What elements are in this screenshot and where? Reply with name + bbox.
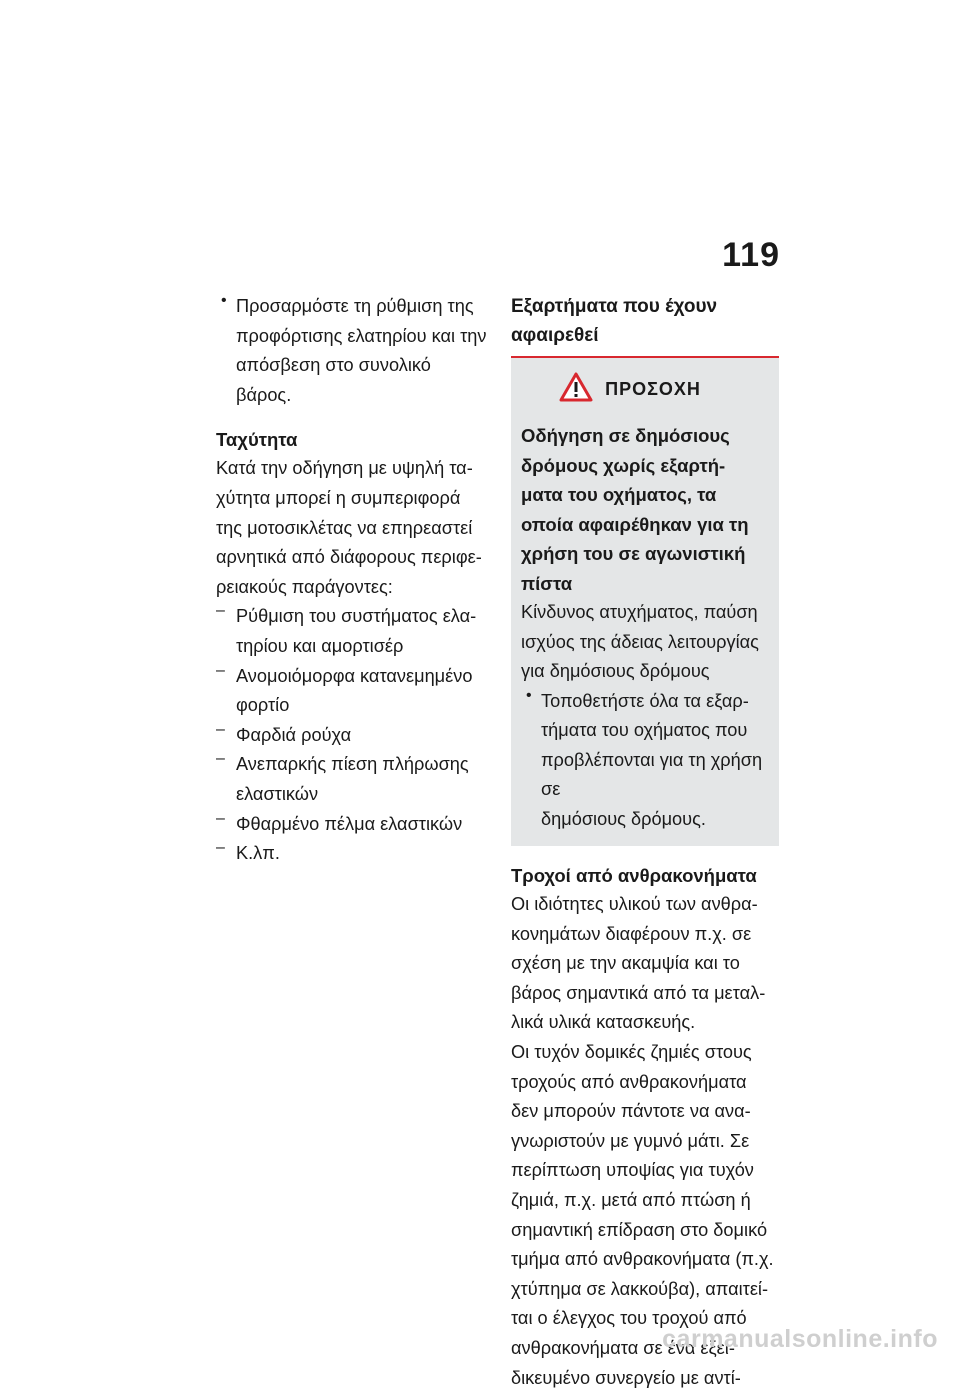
factor-item xyxy=(216,721,491,751)
warning-heading-line: ματα του οχήματος, τα xyxy=(521,480,769,510)
wheels-para2-line: ανθρακονήματα σε ένα εξει- xyxy=(511,1334,779,1364)
section-title: αφαιρεθεί xyxy=(511,321,779,350)
warning-heading-line: Οδήγηση σε δημόσιους xyxy=(521,421,769,451)
warning-action-line: δημόσιους δρόμους. xyxy=(541,805,769,835)
wheels-para2-line: χτύπημα σε λακκούβα), απαιτεί- xyxy=(511,1275,779,1305)
section-title: Εξαρτήματα που έχουν xyxy=(511,292,779,321)
speed-line: ρειακούς παράγοντες: xyxy=(216,573,491,603)
dash-mark: – xyxy=(216,662,225,680)
wheels-para2-line: ται ο έλεγχος του τροχού από xyxy=(511,1304,779,1334)
warning-heading-line: δρόμους χωρίς εξαρτή- xyxy=(521,451,769,481)
dash-mark: – xyxy=(216,721,225,739)
dash-mark: – xyxy=(216,810,225,828)
page-number: 119 xyxy=(700,236,780,275)
dash-mark: – xyxy=(216,839,225,857)
bullet-line: προφόρτισης ελατηρίου και την xyxy=(236,322,491,352)
speed-line: αρνητικά από διάφορους περιφε- xyxy=(216,543,491,573)
warning-action-line: τήματα του οχήματος που xyxy=(541,716,769,746)
wheels-para2-line: γνωριστούν με γυμνό μάτι. Σε xyxy=(511,1127,779,1157)
adjust-suspension-bullet xyxy=(216,292,491,410)
bullet-line: απόσβεση στο συνολικό βάρος. xyxy=(236,351,491,410)
left-column xyxy=(216,292,491,869)
warning-risk-line: ισχύος της άδειας λειτουργίας xyxy=(521,628,769,658)
warning-heading-line: πίστα xyxy=(521,569,769,599)
warning-risk-line: Κίνδυνος ατυχήματος, παύση xyxy=(521,598,769,628)
wheels-para2-line: περίπτωση υποψίας για τυχόν xyxy=(511,1156,779,1186)
wheels-para1-line: λικά υλικά κατασκευής. xyxy=(511,1008,779,1038)
wheels-para2-line: ζημιά, π.χ. μετά από πτώση ή xyxy=(511,1186,779,1216)
factor-item xyxy=(216,750,491,809)
warning-action-line: προβλέπονται για τη χρήση σε xyxy=(541,746,769,805)
warning-action-bullet xyxy=(521,687,769,835)
dash-mark: – xyxy=(216,602,225,620)
wheels-para2-line: σημαντική επίδραση στο δομικό xyxy=(511,1216,779,1246)
bullet-mark: • xyxy=(526,687,532,705)
speed-heading: Ταχύτητα xyxy=(216,426,491,454)
bullet-line: Προσαρμόστε τη ρύθμιση της xyxy=(236,292,491,322)
wheels-para1-line: κονημάτων διαφέρουν π.χ. σε xyxy=(511,920,779,950)
factor-item xyxy=(216,810,491,840)
factor-line: ελαστικών xyxy=(236,780,491,810)
factor-item xyxy=(216,602,491,661)
warning-triangle-icon xyxy=(559,372,593,407)
wheels-para2-line: Οι τυχόν δομικές ζημιές στους xyxy=(511,1038,779,1068)
factor-line: Ανομοιόμορφα κατανεμημένο xyxy=(236,662,491,692)
warning-header xyxy=(491,372,769,407)
factor-line: τηρίου και αμορτισέρ xyxy=(236,632,491,662)
factor-line: Ρύθμιση του συστήματος ελα- xyxy=(236,602,491,632)
factor-item xyxy=(216,839,491,869)
speed-line: Κατά την οδήγηση με υψηλή τα- xyxy=(216,454,491,484)
wheels-para1-line: Οι ιδιότητες υλικού των ανθρα- xyxy=(511,890,779,920)
speed-line: της μοτοσικλέτας να επηρεαστεί xyxy=(216,514,491,544)
wheels-para2-line: τροχούς από ανθρακονήματα xyxy=(511,1068,779,1098)
speed-line: χύτητα μπορεί η συμπεριφορά xyxy=(216,484,491,514)
wheels-para2-line: δικευμένο συνεργείο με αντί- xyxy=(511,1364,779,1393)
factor-line: Φαρδιά ρούχα xyxy=(236,721,491,751)
factor-line: Φθαρμένο πέλμα ελαστικών xyxy=(236,810,491,840)
wheels-heading: Τροχοί από ανθρακονήματα xyxy=(511,862,779,890)
wheels-para2-line: δεν μπορούν πάντοτε να ανα- xyxy=(511,1097,779,1127)
wheels-section xyxy=(511,862,779,1393)
wheels-para2-line: τμήμα από ανθρακονήματα (π.χ. xyxy=(511,1245,779,1275)
factor-line: φορτίο xyxy=(236,691,491,721)
warning-label: ΠΡΟΣΟΧΗ xyxy=(605,379,701,400)
factor-line: Ανεπαρκής πίεση πλήρωσης xyxy=(236,750,491,780)
warning-heading-line: οποία αφαιρέθηκαν για τη xyxy=(521,510,769,540)
right-column xyxy=(511,292,779,1393)
warning-risk-line: για δημόσιους δρόμους xyxy=(521,657,769,687)
wheels-para1-line: βάρος σημαντικά από τα μεταλ- xyxy=(511,979,779,1009)
watermark: carmanualsonline.info xyxy=(662,1325,938,1354)
warning-action-line: Τοποθετήστε όλα τα εξαρ- xyxy=(541,687,769,717)
factor-line: Κ.λπ. xyxy=(236,839,491,869)
warning-box xyxy=(511,358,779,846)
warning-heading-line: χρήση του σε αγωνιστική xyxy=(521,539,769,569)
dash-mark: – xyxy=(216,750,225,768)
wheels-para1-line: σχέση με την ακαμψία και το xyxy=(511,949,779,979)
factor-item xyxy=(216,662,491,721)
bullet-mark: • xyxy=(221,292,227,310)
